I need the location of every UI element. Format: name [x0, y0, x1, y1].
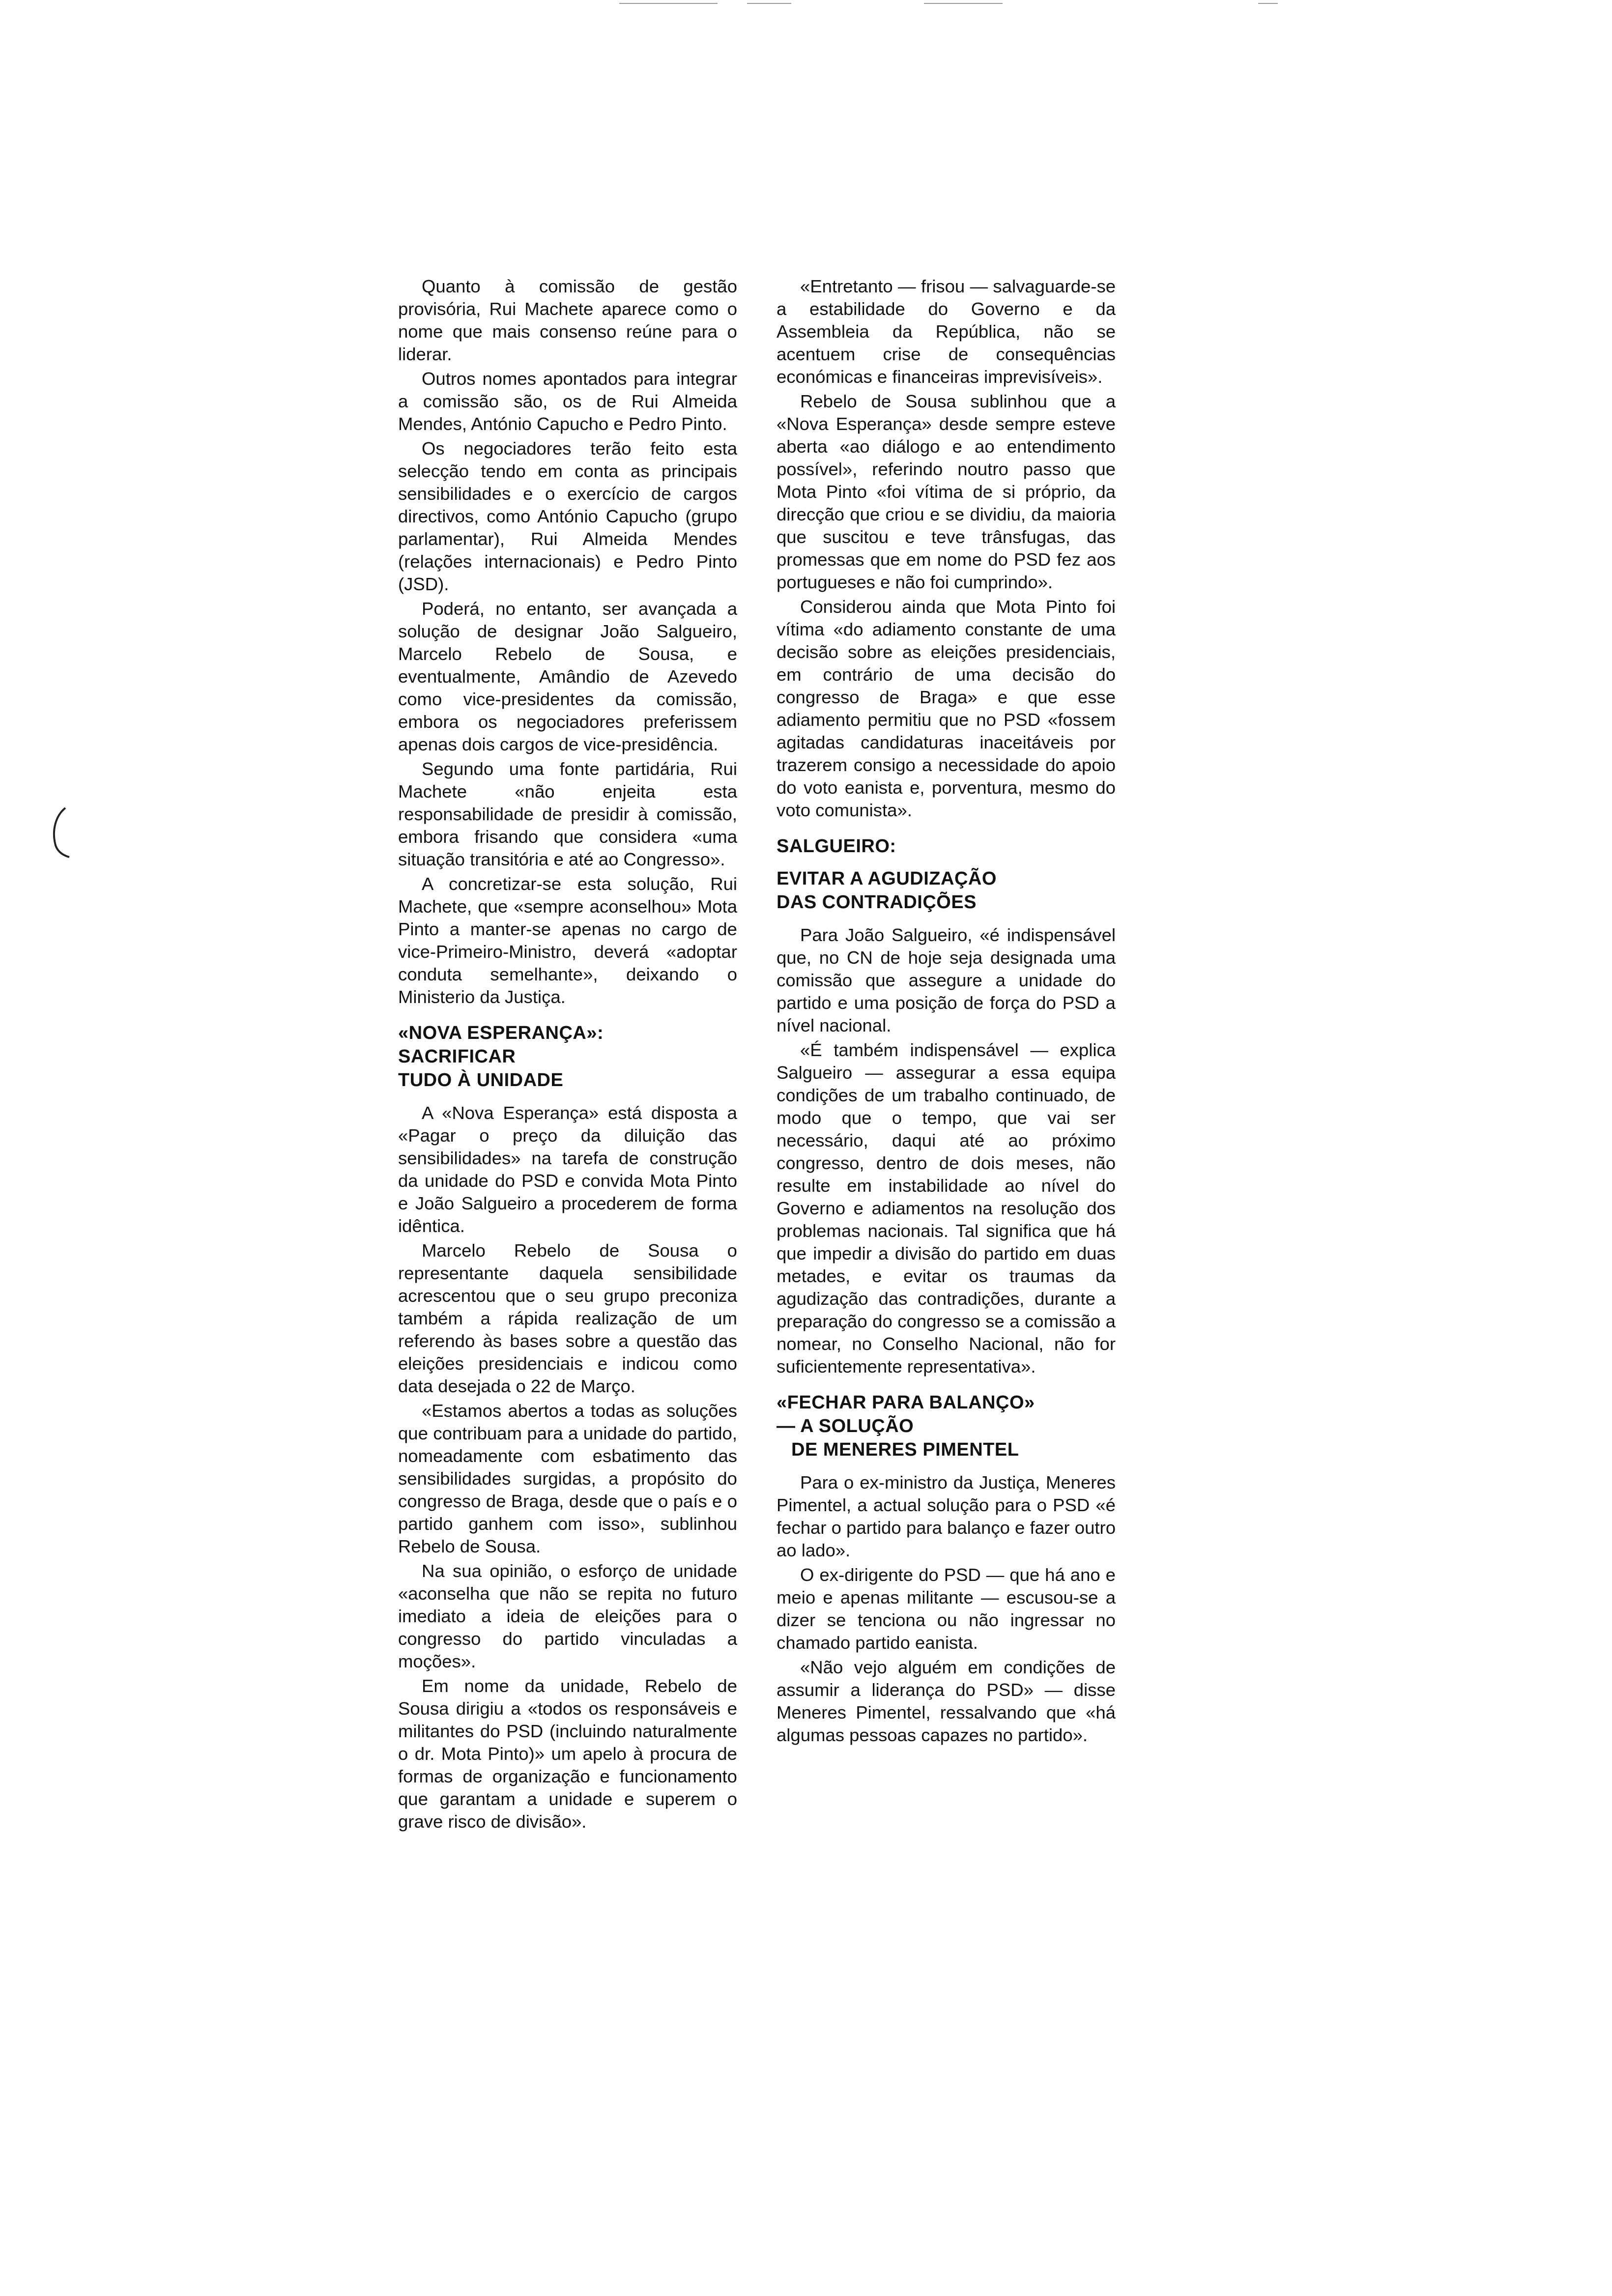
heading-line: DAS CONTRADIÇÕES — [777, 892, 977, 913]
heading-line: «FECHAR PARA BALANÇO» — [777, 1392, 1035, 1413]
article-column-right — [777, 275, 1116, 1749]
paragraph: Para o ex-ministro da Justiça, Meneres Pimentel, a actual solução para o PSD «é fechar o partido para balanço e fazer outro ao lado». — [777, 1472, 1116, 1560]
paragraph: «É também indispensável — explica Salgueiro — assegurar a essa equipa condições de um trabalho continuado, de modo que o tempo, que vai ser necessário, daqui até ao próximo congresso, dentro de dois meses, não resulte em instabilidade ao nível do Governo e adiamentos na resolução dos problemas nacionais. Tal significa que há que impedir a divisão do partido em duas metades, e evitar os traumas da agudização das contradições, durante a preparação do congresso se a comissão a nomear, no Conselho Nacional, não for suficientemente representativa». — [777, 1040, 1116, 1377]
heading-line: EVITAR A AGUDIZAÇÃO — [777, 868, 997, 889]
paragraph: Rebelo de Sousa sublinhou que a «Nova Esperança» desde sempre esteve aberta «ao diálogo e ao entendimento possível», referindo noutro passo que Mota Pinto «foi vítima de si próprio, da direcção que criou e se dividiu, da maioria que suscitou e teve trânsfugas, das promessas que em nome do PSD fez aos portugueses e não foi cumprindo». — [777, 391, 1116, 592]
paragraph: Segundo uma fonte partidária, Rui Machete «não enjeita esta responsabilidade de presidir à comissão, embora frisando que considera «uma situação transitória e até ao Congresso». — [398, 759, 737, 869]
paragraph: Poderá, no entanto, ser avançada a solução de designar João Salgueiro, Marcelo Rebelo de Sousa, e eventualmente, Amândio de Azevedo como vice-presidentes da comissão, embora os negociadores preferissem apenas dois cargos de vice-presidência. — [398, 599, 737, 754]
heading-line: DE MENERES PIMENTEL — [791, 1439, 1019, 1460]
heading-line: TUDO À UNIDADE — [398, 1070, 564, 1091]
paragraph: Os negociadores terão feito esta selecção tendo em conta as principais sensibilidades e o exercício de cargos directivos, como António Capucho (grupo parlamentar), Rui Almeida Mendes (relações internacionais) e Pedro Pinto (JSD). — [398, 438, 737, 594]
heading-line: «NOVA ESPERANÇA»: — [398, 1023, 604, 1043]
paragraph: Para João Salgueiro, «é indispensável que, no CN de hoje seja designada uma comissão que assegure a unidade do partido e uma posição de força do PSD a nível nacional. — [777, 925, 1116, 1035]
heading-line: — A SOLUÇÃO — [777, 1416, 914, 1436]
paragraph: O ex-dirigente do PSD — que há ano e meio e apenas militante — escusou-se a dizer se tenciona ou não ingressar no chamado partido eanista. — [777, 1565, 1116, 1653]
section-heading — [398, 1021, 737, 1092]
section-heading — [777, 1391, 1116, 1462]
scan-edge-line — [924, 3, 1003, 4]
paragraph: «Entretanto — frisou — salvaguarde-se a estabilidade do Governo e da Assembleia da República, não se acentuem crise de consequências económicas e financeiras imprevisíveis». — [777, 276, 1116, 387]
heading-kicker: SALGUEIRO: — [777, 836, 896, 857]
paragraph: Considerou ainda que Mota Pinto foi vítima «do adiamento constante de uma decisão sobre as eleições presidenciais, em contrário de uma decisão do congresso de Braga» e que esse adiamento permitiu que no PSD «fossem agitadas candidaturas inaceitáveis por trazerem consigo a necessidade do apoio do voto eanista e, porventura, mesmo do voto comunista». — [777, 597, 1116, 820]
paragraph: «Estamos abertos a todas as soluções que contribuam para a unidade do partido, nomeadamente com esbatimento das sensibilidades surgidas, a propósito do congresso de Braga, desde que o país e o partido ganhem com isso», sublinhou Rebelo de Sousa. — [398, 1401, 737, 1556]
paragraph: Marcelo Rebelo de Sousa o representante daquela sensibilidade acrescentou que o seu grupo preconiza também a rápida realização de um referendo às bases sobre a questão das eleições presidenciais e indicou como data desejada o 22 de Março. — [398, 1240, 737, 1396]
heading-line: SACRIFICAR — [398, 1046, 516, 1067]
paragraph: Em nome da unidade, Rebelo de Sousa dirigiu a «todos os responsáveis e militantes do PSD (incluindo naturalmente o dr. Mota Pinto)» um apelo à procura de formas de organização e funcionamento que garantam a unidade e superem o grave risco de divisão». — [398, 1676, 737, 1832]
scan-edge-line — [1258, 3, 1278, 4]
paragraph: «Não vejo alguém em condições de assumir a liderança do PSD» — disse Meneres Pimentel, ressalvando que «há algumas pessoas capazes no partido». — [777, 1657, 1116, 1745]
ink-mark — [47, 806, 71, 860]
scan-edge-line — [619, 3, 718, 4]
article-column-left — [398, 275, 737, 1835]
paragraph: A «Nova Esperança» está disposta a «Pagar o preço da diluição das sensibilidades» na tarefa de construção da unidade do PSD e convida Mota Pinto e João Salgueiro a procederem de forma idêntica. — [398, 1103, 737, 1236]
paragraph: Outros nomes apontados para integrar a comissão são, os de Rui Almeida Mendes, António Capucho e Pedro Pinto. — [398, 369, 737, 434]
paragraph: A concretizar-se esta solução, Rui Machete, que «sempre aconselhou» Mota Pinto a manter-se apenas no cargo de vice-Primeiro-Ministro, deverá «adoptar conduta semelhante», deixando o Ministerio da Justiça. — [398, 874, 737, 1007]
paragraph: Na sua opinião, o esforço de unidade «aconselha que não se repita no futuro imediato a ideia de eleições para o congresso do partido vinculadas a moções». — [398, 1561, 737, 1671]
scan-edge-line — [747, 3, 791, 4]
section-heading — [777, 834, 1116, 914]
paragraph: Quanto à comissão de gestão provisória, Rui Machete aparece como o nome que mais consenso reúne para o liderar. — [398, 276, 737, 364]
